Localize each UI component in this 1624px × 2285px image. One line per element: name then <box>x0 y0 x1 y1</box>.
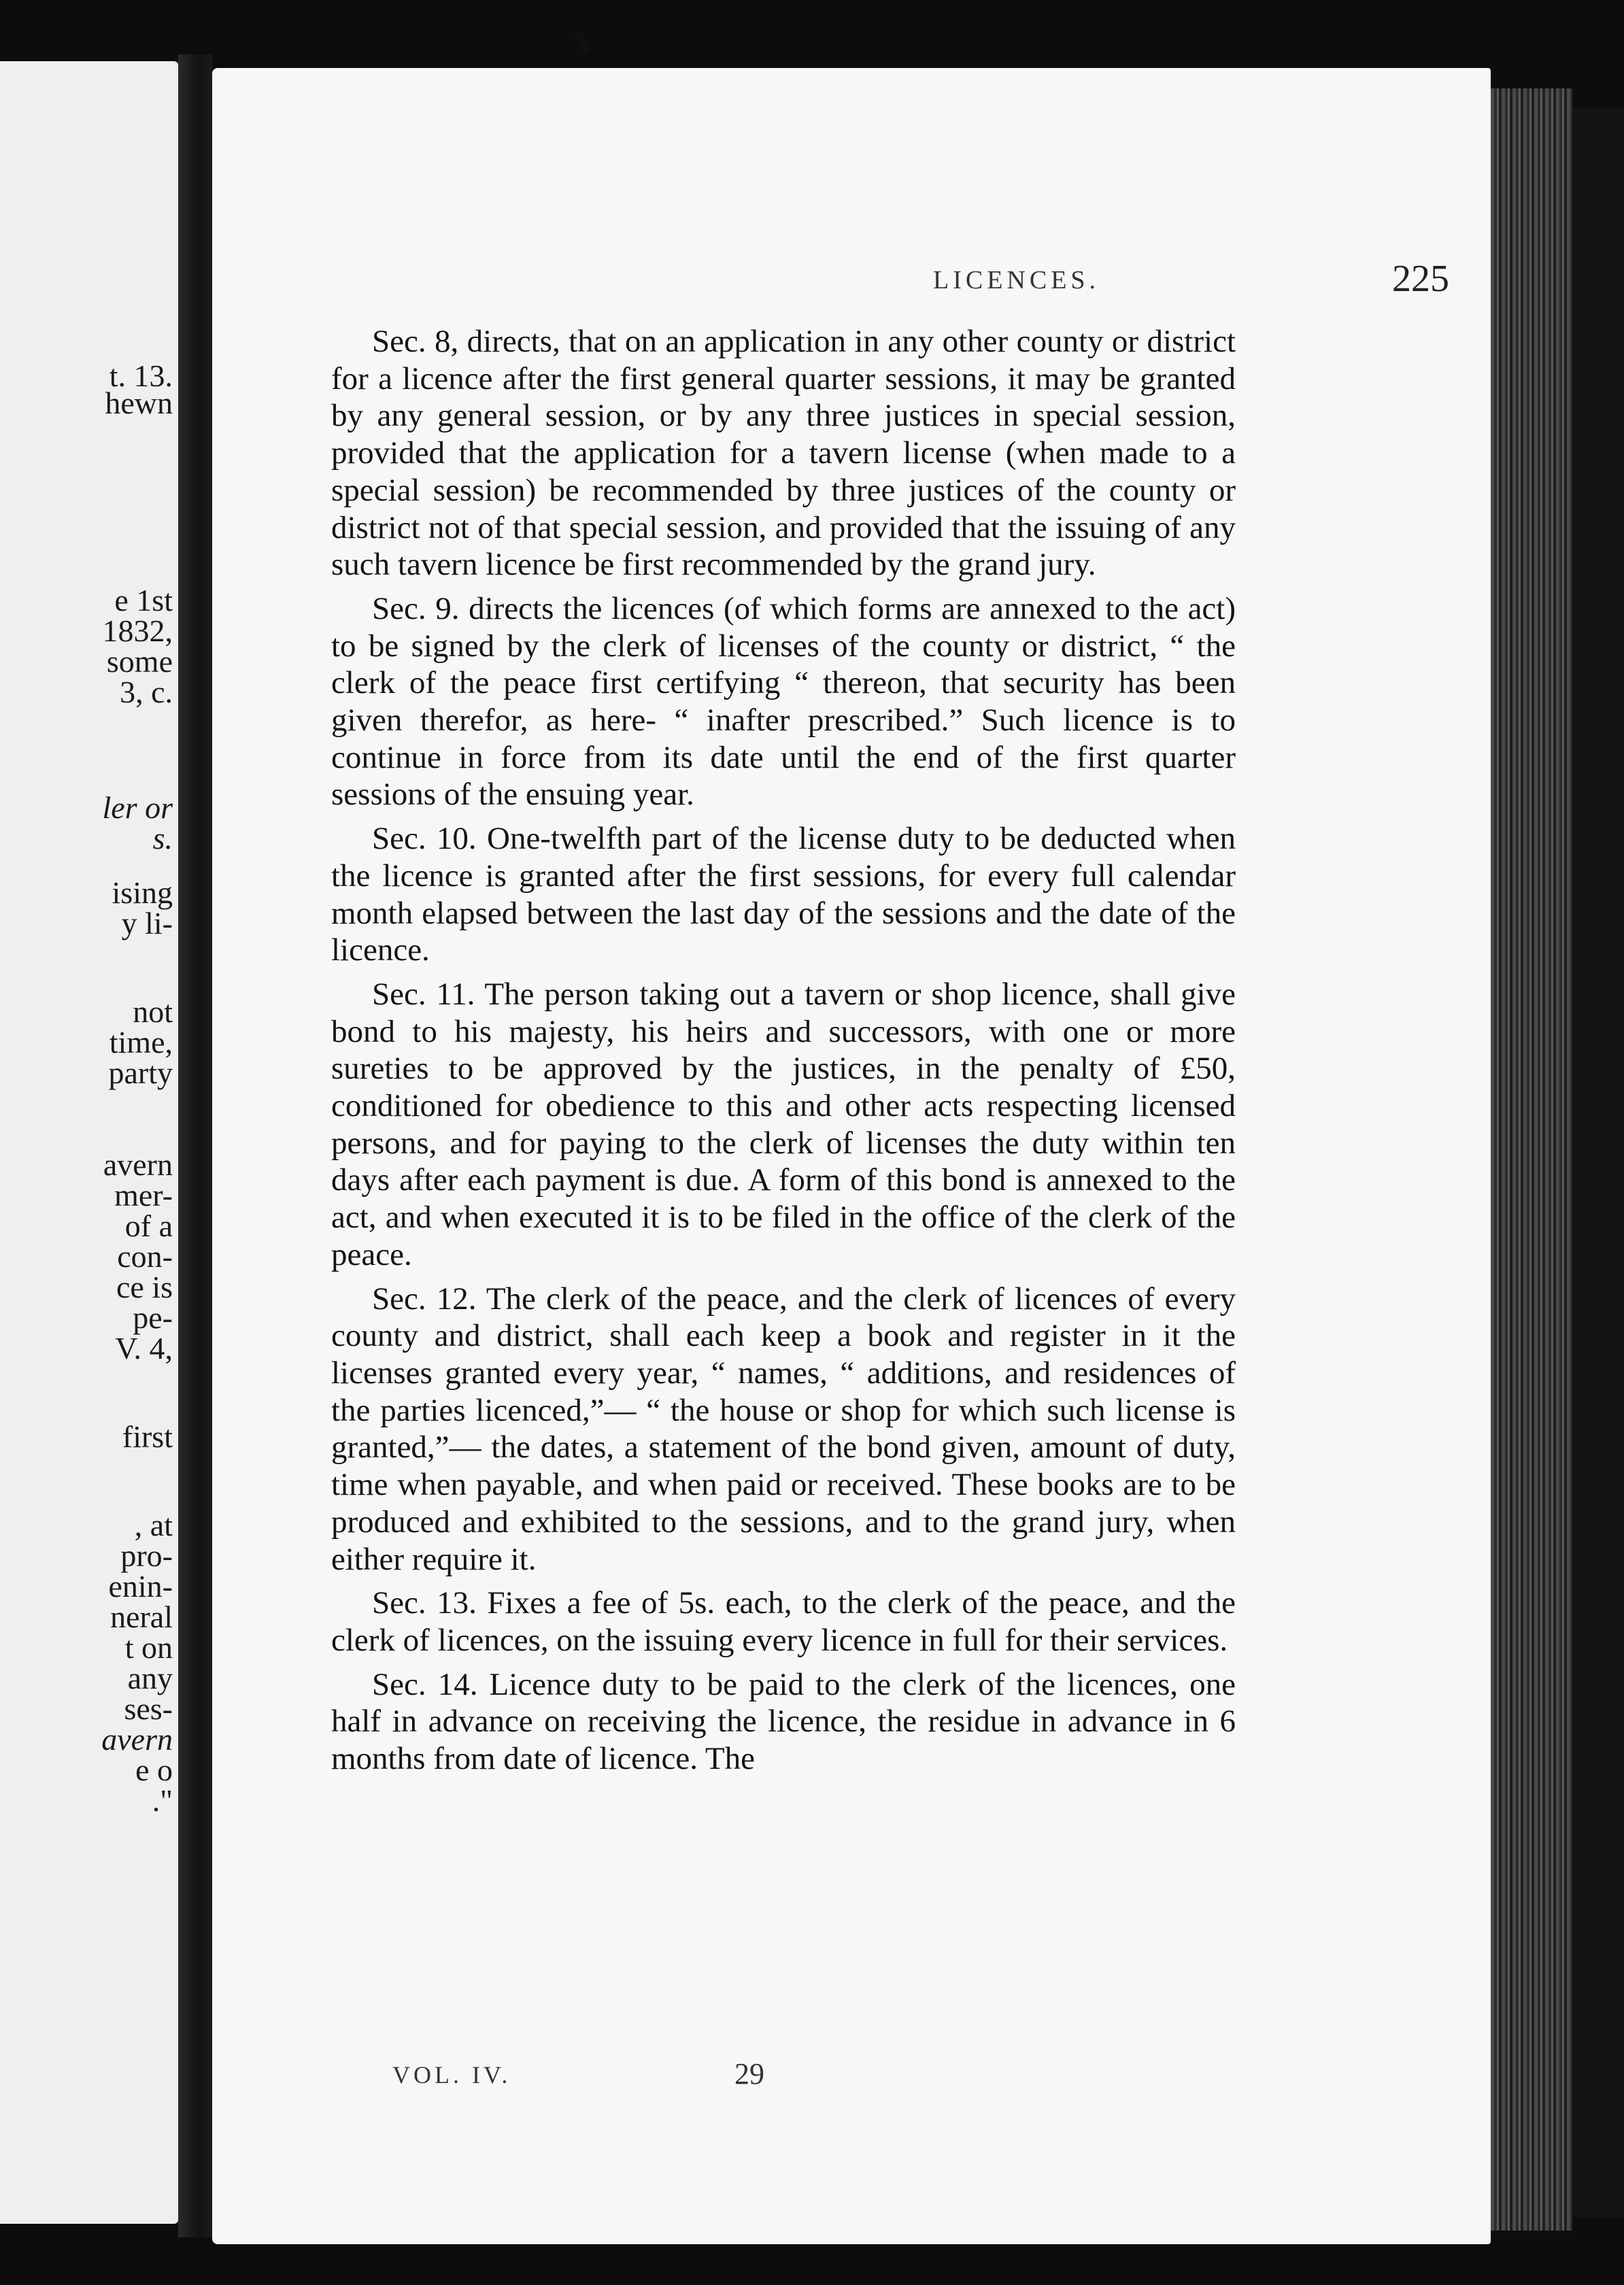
margin-fragment: avern <box>101 1722 173 1757</box>
page-number: 225 <box>1392 258 1449 300</box>
margin-fragment: t on <box>124 1630 173 1665</box>
book-page <box>212 68 1491 2244</box>
margin-fragment: V. 4, <box>115 1331 173 1366</box>
margin-fragment: ." <box>152 1783 173 1818</box>
margin-fragment: con- <box>117 1239 173 1274</box>
margin-fragment: ce is <box>116 1270 173 1304</box>
margin-fragment: ler or <box>102 790 173 825</box>
book-cover-edge <box>1572 109 1624 2217</box>
volume-label: VOL. IV. <box>392 2061 511 2088</box>
margin-fragment: neral <box>110 1600 173 1634</box>
margin-fragment: y li- <box>121 906 173 941</box>
margin-fragment: t. 13. <box>109 358 173 393</box>
margin-fragment: not <box>133 994 173 1029</box>
running-title: LICENCES. <box>933 266 1100 294</box>
signature-mark: 29 <box>734 2057 764 2091</box>
margin-fragment: ses- <box>124 1691 173 1726</box>
margin-fragment: party <box>108 1055 173 1090</box>
margin-fragment: mer- <box>114 1178 173 1213</box>
margin-fragment: s. <box>152 821 173 856</box>
margin-fragment: of a <box>124 1208 173 1243</box>
section-paragraph: Sec. 8, directs, that on an application in any other county or district for a licence after the first general quarter sessions, it may be granted by any general session, or by any three justices in special session, provided that the application for a tavern license (when made to a special session) be recommended by three justices of the county or district not of that special session, and provided that the issuing of any such tavern licence be first recommended by the grand jury. <box>331 324 1236 583</box>
margin-fragment: pro- <box>120 1538 173 1573</box>
section-paragraph: Sec. 12. The clerk of the peace, and the clerk of licences of every county and district, shall each keep a book and register in it the licenses granted every year, “ names, “ additions, and residences of the parties licenced,”— “ the house or shop for which such license is granted,”— the dates, a statement of the bond given, amount of duty, time when payable, and when paid or received. These books are to be produced and exhibited to the sessions, and to the grand jury, when either require it. <box>331 1281 1236 1577</box>
section-paragraph: Sec. 9. directs the licences (of which forms are annexed to the act) to be signed by the clerk of licenses of the county or district, “ the clerk of the peace first certifying “ thereon, that security has been given therefor, as here- “ inafter prescribed.” Such licence is to continue in force from its date until the end of the first quarter sessions of the ensuing year. <box>331 590 1236 813</box>
margin-fragment: hewn <box>105 386 173 420</box>
running-head <box>212 258 1491 313</box>
facing-page-fragment <box>0 61 178 2224</box>
margin-fragment: , at <box>134 1508 173 1542</box>
margin-fragment: 1832, <box>102 613 173 648</box>
margin-fragment: pe- <box>133 1300 173 1335</box>
section-paragraph: Sec. 14. Licence duty to be paid to the clerk of the licences, one half in advance on receiving the licence, the residue in advance in 6 months from date of licence. The <box>331 1666 1236 1777</box>
section-paragraph: Sec. 10. One-twelfth part of the license duty to be deducted when the licence is granted after the first sessions, for every full calendar month elapsed between the last day of the sessions and the date of the licence. <box>331 821 1236 968</box>
page-edges <box>1491 88 1572 2231</box>
margin-fragment: e 1st <box>114 583 173 617</box>
book-gutter <box>178 54 212 2237</box>
dust-speck <box>574 31 591 54</box>
margin-fragment: first <box>122 1419 173 1454</box>
margin-fragment: time, <box>109 1025 173 1060</box>
page-footer <box>212 2057 1491 2101</box>
page-body <box>331 323 1236 1784</box>
margin-fragment: some <box>106 644 173 679</box>
margin-fragment: any <box>127 1661 173 1695</box>
margin-fragment: avern <box>103 1147 173 1182</box>
margin-fragment: enin- <box>108 1569 173 1604</box>
section-paragraph: Sec. 11. The person taking out a tavern or shop licence, shall give bond to his majesty, his heirs and successors, with one or more sureties to be approved by the justices, in the penalty of £50, conditioned for obedience to this and other acts respecting licensed persons, and for paying to the clerk of licenses the duty within ten days after each payment is due. A form of this bond is annexed to the act, and when executed it is to be filed in the office of the clerk of the peace. <box>331 976 1236 1272</box>
margin-fragment: 3, c. <box>120 675 173 709</box>
margin-fragment: e o <box>135 1753 173 1787</box>
margin-fragment: ising <box>112 875 173 910</box>
section-paragraph: Sec. 13. Fixes a fee of 5s. each, to the clerk of the peace, and the clerk of licences, on the issuing every licence in full for their services. <box>331 1585 1236 1658</box>
